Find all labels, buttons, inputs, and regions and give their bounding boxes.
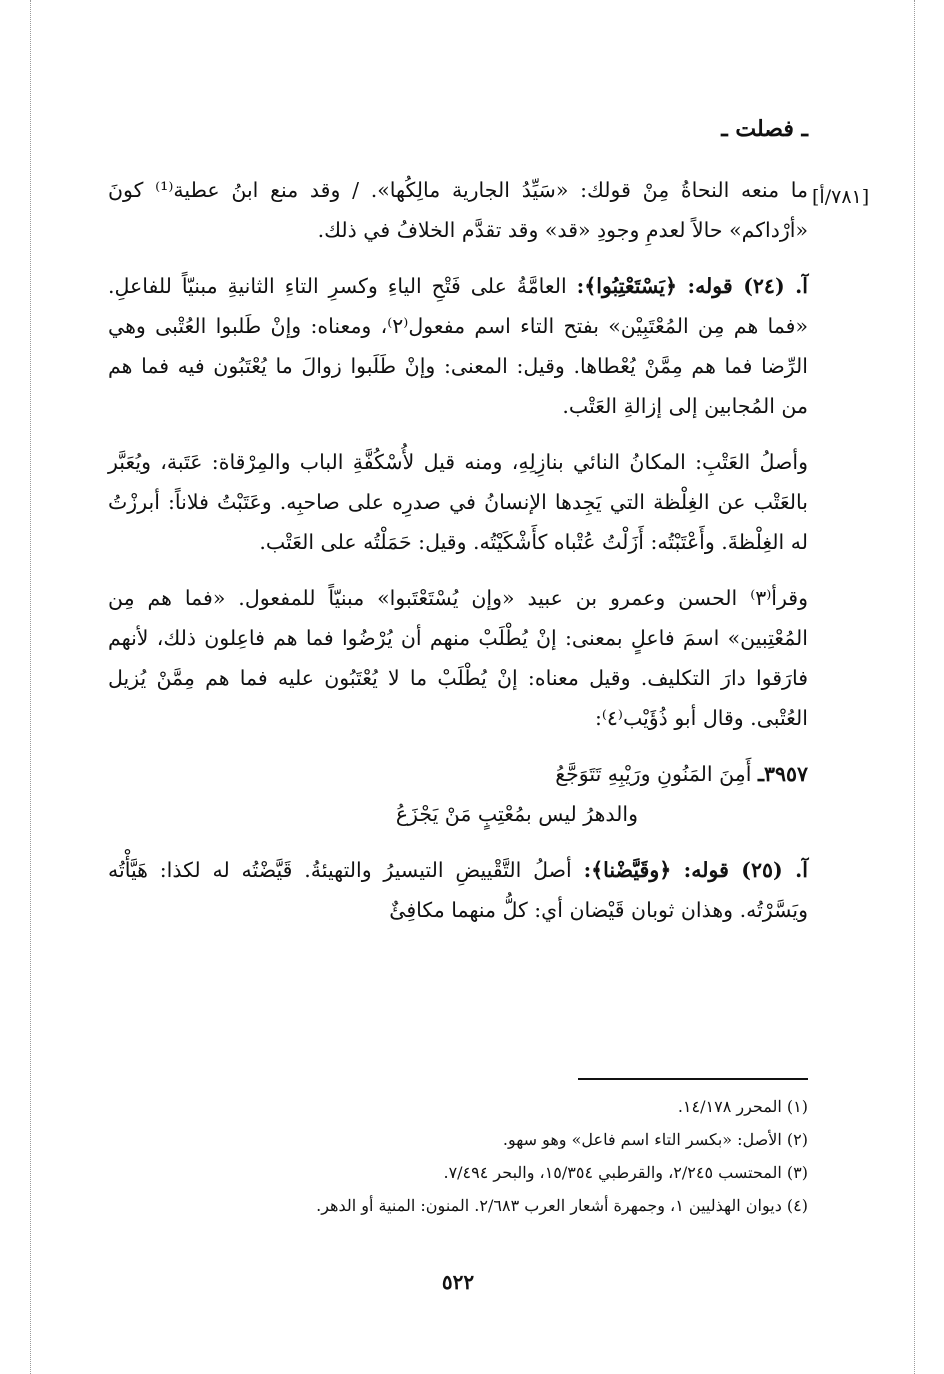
footnote-4: (٤) ديوان الهذليين ١، وجمهرة أشعار العرب ٢/٦٨٣. المنون: المنية أو الدهر. [316, 1196, 808, 1215]
verse-hemistich-2: والدهرُ ليس بمُعْتِبٍ مَنْ يَجْزَعُ [395, 802, 638, 826]
manuscript-folio-marker: [٧٨١/أ] [812, 186, 870, 208]
running-header: ـ فصلت ـ [721, 116, 808, 142]
qiraa-paragraph: وقرأ⁽٣⁾ الحسن وعمرو بن عبيد «وإن يُسْتَعْتَبوا» مبنيّاً للمفعول. «فما هم مِن المُعْتِبين» اسمَ فاعلٍ بمعنى: إنْ يُطْلَبْ منهم أن يُرْضُوا فما هم فاعِلون ذلك، لأنهم فارَقوا دارَ التكليف. وقيل معناه: إنْ يُطْلَبْ ما لا يُعْتَبُون عليه فما هم مِمَّنْ يُزيل العُتْبى. وقال أبو ذُؤَيْب⁽٤⁾: [108, 586, 808, 730]
footnote-2: (٢) الأصل: «بكسر التاء اسم فاعل» وهو سهو. [502, 1130, 808, 1149]
intro-paragraph: ما منعه النحاةُ مِنْ قولك: «سَيِّدُ الجارية مالِكُها». / وقد منع ابنُ عطية⁽¹⁾ كونَ «أرْداكم» حالاً لعدمِ وجودِ «قد» وقد تقدَّم الخلافُ في ذلك. [108, 178, 808, 242]
section-25-text: أصلُ التَّقْييضِ التيسيرُ والتهيئةُ. قَيَّضْتُه له لكذا: هَيَّأْتُه ويَسَّرْتُه. وهذان ثوبان قَيْضان أي: كلُّ منهما مكافِئٌ [108, 858, 808, 922]
footnote-3: (٣) المحتسب ٢/٢٤٥، والقرطبي ١٥/٣٥٤، والبحر ٧/٤٩٤. [443, 1163, 808, 1182]
footnote-1: (١) المحرر ١٤/١٧٨. [677, 1097, 808, 1116]
poem-verse [108, 754, 808, 834]
footnote-separator [578, 1078, 808, 1080]
right-margin-guide [914, 0, 915, 1374]
asl-paragraph: وأصلُ العَتْبِ: المكانُ النائي بنازِلِهِ، ومنه قيل لأُسْكُفَّةِ الباب والمِرْقاة: عَتَبة، ويُعَبَّر بالعَتْب عن الغِلْظة التي يَجِدها الإنسانُ في صدرِه على صاحبِه. وعَتَبْتُ فلاناً: أبرزْتُ له الغِلْظةَ. وأَعْتَبْتُه: أَزَلْتُ عُتْباه كأَشْكَيْتُه. وقيل: حَمَلْتُه على العَتْب. [108, 450, 808, 554]
main-text [108, 170, 808, 946]
section-24-paragraph [108, 266, 808, 426]
verse-number: ٣٩٥٧ـ [757, 762, 808, 786]
section-25-heading: آ. (٢٥) قوله: ﴿وقَيَّضْنا﴾: [583, 858, 808, 882]
verse-line-1 [108, 754, 808, 794]
footnotes [108, 1090, 808, 1222]
page-number: ٥٢٢ [441, 1270, 475, 1294]
section-25-paragraph [108, 850, 808, 930]
verse-hemistich-1: أَمِنَ المَنُونِ ورَيْبِهِ تَتَوَجَّعُ [555, 762, 752, 786]
section-24-heading: آ. (٢٤) قوله: ﴿يَسْتَعْتِبُوا﴾: [576, 274, 808, 298]
section-24-text: العامَّةُ على فَتْحِ الياءِ وكسرِ التاءِ الثانيةِ مبنيّاً للفاعلِ. «فما هم مِن المُعْتَبِيْن» بفتح التاء اسم مفعول⁽٢⁾، ومعناه: وإنْ طَلبوا العُتْبى وهي الرِّضا فما هم مِمَّنْ يُعْطاها. وقيل: المعنى: وإنْ طَلَبوا زوالَ ما يُعْتَبُون فيه فما هم من المُجابين إلى إزالةِ العَتْب. [108, 274, 808, 418]
left-margin-guide [30, 0, 31, 1374]
